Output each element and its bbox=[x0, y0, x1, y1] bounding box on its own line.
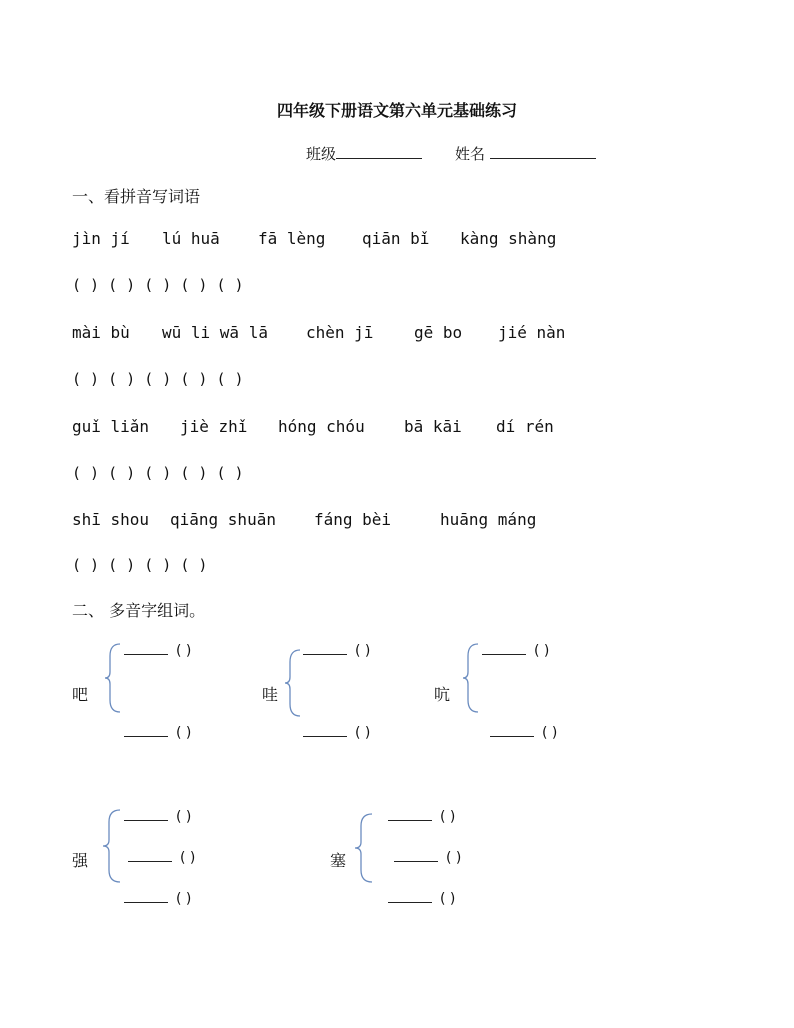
section2-heading: 二、 多音字组词。 bbox=[72, 601, 206, 620]
word-slot[interactable]: ( ) bbox=[124, 642, 191, 659]
word-slot[interactable]: ( ) bbox=[490, 724, 557, 741]
page-title: 四年级下册语文第六单元基础练习 bbox=[276, 101, 517, 120]
section1-heading: 一、看拼音写词语 bbox=[72, 187, 201, 206]
polyphonic-char: 塞 bbox=[330, 851, 347, 870]
pinyin-word: chèn jī bbox=[306, 323, 374, 342]
word-slot[interactable]: ( ) bbox=[388, 808, 455, 825]
word-slot[interactable]: ( ) bbox=[388, 890, 455, 907]
pinyin-word: qiān bǐ bbox=[362, 229, 430, 248]
word-slot[interactable]: ( ) bbox=[124, 724, 191, 741]
word-slot[interactable]: ( ) bbox=[303, 724, 370, 741]
class-label: 班级 bbox=[306, 145, 337, 163]
word-slot[interactable]: ( ) bbox=[128, 849, 195, 866]
pinyin-word: mài bù bbox=[72, 323, 130, 342]
pinyin-word: guǐ liǎn bbox=[72, 417, 150, 436]
pinyin-word: huāng máng bbox=[440, 510, 537, 529]
pinyin-word: dí rén bbox=[496, 417, 554, 436]
name-field bbox=[455, 142, 596, 164]
polyphonic-char: 吭 bbox=[434, 685, 451, 704]
polyphonic-char: 强 bbox=[72, 851, 89, 870]
pinyin-word: kàng shàng bbox=[460, 229, 557, 248]
answer-blanks-row[interactable]: ( ) ( ) ( ) ( ) bbox=[72, 556, 208, 574]
pinyin-word: jié nàn bbox=[498, 323, 566, 342]
brace-icon bbox=[354, 812, 374, 884]
word-slot[interactable]: ( ) bbox=[303, 642, 370, 659]
answer-blanks-row[interactable]: ( ) ( ) ( ) ( ) ( ) bbox=[72, 370, 244, 388]
pinyin-word: bā kāi bbox=[404, 417, 462, 436]
word-slot[interactable]: ( ) bbox=[394, 849, 461, 866]
pinyin-word: qiāng shuān bbox=[170, 510, 276, 529]
brace-icon bbox=[102, 808, 122, 884]
pinyin-word: lú huā bbox=[162, 229, 220, 248]
answer-blanks-row[interactable]: ( ) ( ) ( ) ( ) ( ) bbox=[72, 464, 244, 482]
class-field bbox=[306, 142, 422, 164]
word-slot[interactable]: ( ) bbox=[124, 890, 191, 907]
pinyin-word: hóng chóu bbox=[278, 417, 365, 436]
brace-icon bbox=[104, 642, 122, 714]
pinyin-word: shī shou bbox=[72, 510, 150, 529]
pinyin-word: fáng bèi bbox=[314, 510, 392, 529]
answer-blanks-row[interactable]: ( ) ( ) ( ) ( ) ( ) bbox=[72, 276, 244, 294]
name-label: 姓名 bbox=[455, 145, 486, 163]
brace-icon bbox=[462, 642, 480, 714]
class-blank[interactable] bbox=[336, 142, 422, 159]
polyphonic-char: 吧 bbox=[72, 685, 89, 704]
pinyin-word: jìn jí bbox=[72, 229, 130, 248]
pinyin-word: gē bo bbox=[414, 323, 463, 342]
pinyin-word: jiè zhǐ bbox=[180, 417, 248, 436]
word-slot[interactable]: ( ) bbox=[124, 808, 191, 825]
pinyin-word: fā lèng bbox=[258, 229, 326, 248]
brace-icon bbox=[284, 648, 302, 718]
pinyin-word: wū li wā lā bbox=[162, 323, 268, 342]
name-blank[interactable] bbox=[490, 142, 596, 159]
polyphonic-char: 哇 bbox=[262, 685, 279, 704]
word-slot[interactable]: ( ) bbox=[482, 642, 549, 659]
